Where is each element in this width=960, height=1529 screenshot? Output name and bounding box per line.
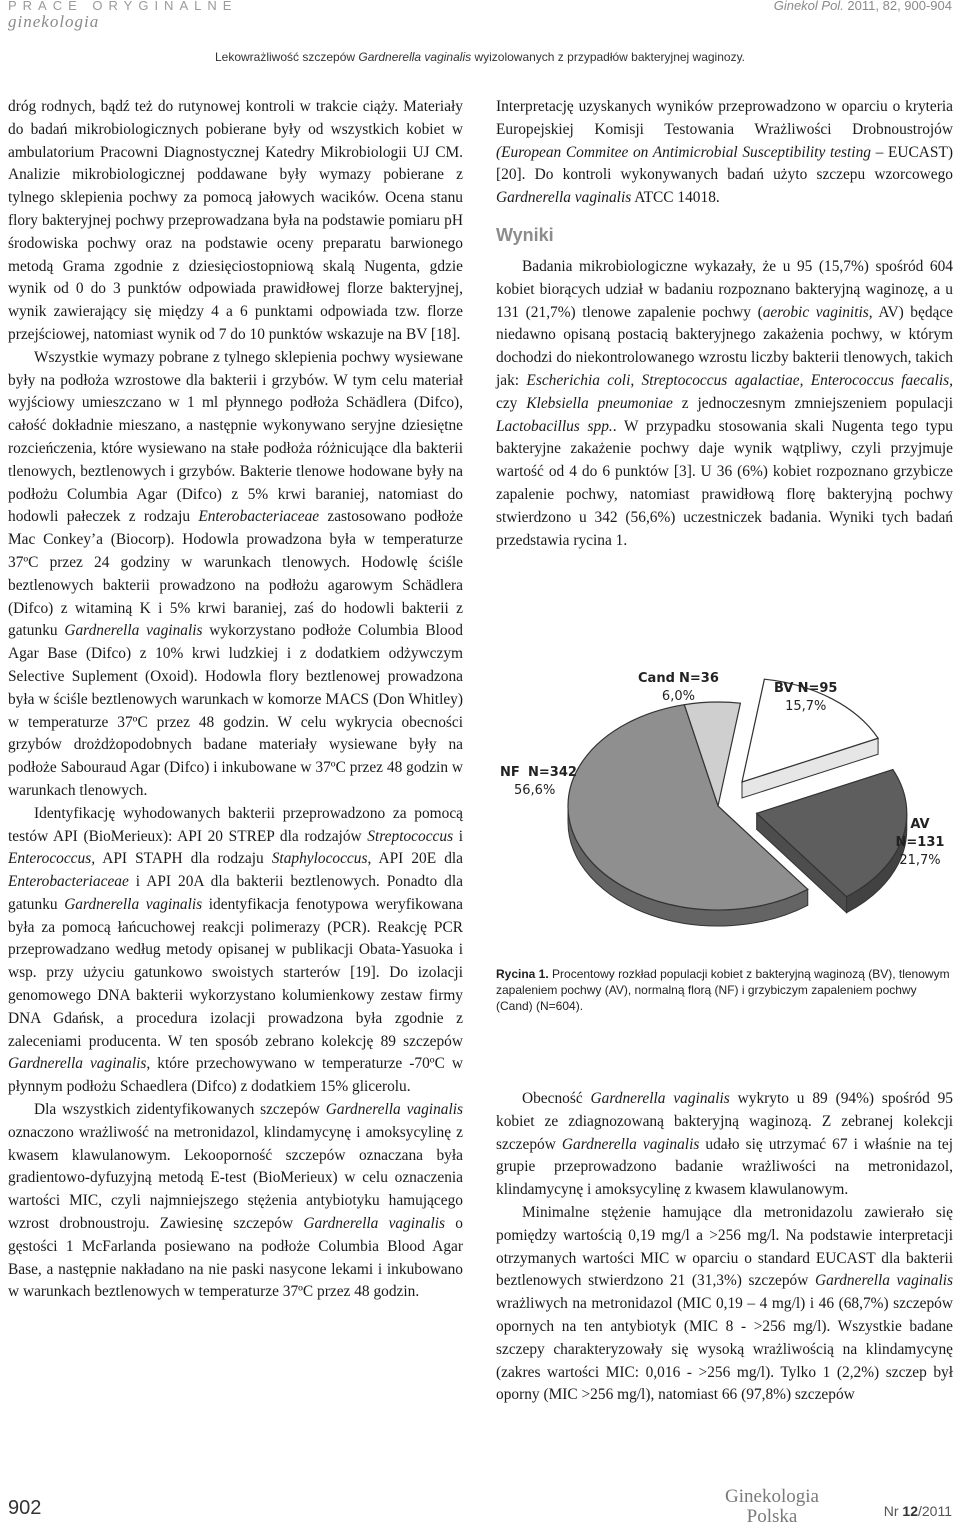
- pie-chart: [496, 656, 956, 956]
- logo-line-2: Polska: [746, 1506, 798, 1527]
- label-bv-name: BV: [774, 681, 794, 696]
- pie-chart-figure: [496, 656, 956, 956]
- label-nf-n: N=342: [528, 765, 577, 780]
- citation: [774, 0, 952, 13]
- results-heading: Wyniki: [496, 224, 554, 245]
- page-number: 902: [8, 1497, 42, 1519]
- running-title-species: Gardnerella vaginalis: [358, 50, 472, 64]
- journal-name: ginekologia: [8, 12, 100, 31]
- paragraph-results-1: Badania mikrobiologiczne wykazały, że u 95 (15,7%) spośród 604 kobiet biorących udział w badaniu rozpoznano bakteryjną waginozę, a u 131 (21,7%) tlenowe zapalenie pochwy (aerobic vaginitis, AV) będące niedawno opisaną postacią bakteryjnego zakażenia pochwy, w którym dochodzi do niekontrolowanego wzrostu liczby bakterii tlenowych, takich jak: Escherichia coli, Streptococcus agalactiae, Enterococcus faecalis, czy Klebsiella pneumoniae z jednoczesnym zmniejszeniem populacji Lactobacillus spp.. W przypadku stosowania skali Nugenta tego typu bakteryjne zakażenie pochwy daje wynik wątpliwy, czyli przyjmuje wartość od 4 do 6 punktów [3]. U 36 (6%) kobiet rozpoznano grzybicze zapalenie pochwy, natomiast prawidłową florę bakteryjną pochwy stwierdzono u 342 (56,6%) uczestniczek badania. Wyniki tych badań przedstawia rycina 1.: [496, 257, 954, 549]
- issue-year: /2011: [918, 1503, 952, 1519]
- running-title-post: wyizolowanych z przypadłów bakteryjnej waginozy.: [471, 50, 746, 64]
- label-nf: [500, 764, 577, 800]
- label-bv-pct: 15,7%: [785, 699, 827, 714]
- label-av-n: N=131: [895, 835, 945, 850]
- label-cand-name: Cand: [638, 671, 675, 686]
- issue-number: [884, 1503, 952, 1519]
- figure-caption: [496, 966, 951, 1014]
- label-cand-n: N=36: [679, 671, 719, 686]
- left-column: [8, 96, 463, 1304]
- journal-logo: [712, 1487, 832, 1527]
- label-nf-pct: 56,6%: [514, 783, 556, 798]
- section-label: PRACE ORYGINALNE: [8, 0, 238, 13]
- caption-label: Rycina 1.: [496, 967, 549, 981]
- paragraph-results-2: Obecność Gardnerella vaginalis wykryto u 89 (94%) spośród 95 kobiet ze zdiagnozowaną bakteryjną waginozą. Z zebranej kolekcji szczepów Gardnerella vaginalis udało się utrzymać 67 i właśnie na tej grupie przeprowadzono badanie wrażliwości na metronidazol, klindamycynę i amoksycylinę z kwasem klawulanowym.: [496, 1090, 953, 1199]
- paragraph-methods-3: Identyfikację wyhodowanych bakterii przeprowadzono za pomocą testów API (BioMerieux): API 20 STREP dla rodzajów Streptococcus i Enterococcus, API STAPH dla rodzaju Staphylococcus, API 20E dla Enterobacteriaceae i API 20A dla bakterii beztlenowych. Ponadto dla gatunku Gardnerella vaginalis identyfikacja fenotypowa weryfikowana była za pomocą łańcuchowej reakcji polimerazy (PCR). Reakcję PCR przeprowadzano według metody opisanej w publikacji Obata-Yasuoka i wsp. przy użyciu gatunkowo swoistych starterów [19]. Do izolacji genomowego DNA bakterii wykorzystano kolumienkowy zestaw firmy DNA Gdańsk, a procedura izolacji prowadzona była zgodnie z zaleceniami producenta. W ten sposób zebrano kolekcję 89 szczepów Gardnerella vaginalis, które przechowywano w temperaturze -70ºC w płynnym podłożu Schaedlera (Difco) z dodatkiem 15% glicerolu.: [8, 804, 463, 1096]
- label-cand-pct: 6,0%: [661, 689, 695, 704]
- paragraph-interpretation: Interpretację uzyskanych wyników przeprowadzono w oparciu o kryteria Europejskiej Komisji Testowania Wrażliwości Drobnoustrojów (European Commitee on Antimicrobial Susceptibility testing – EUCAST) [20]. Do kontroli wykonywanych badań użyto szczepu wzorcowego Gardnerella vaginalis ATCC 14018.: [496, 98, 953, 207]
- label-av-name: AV: [910, 817, 930, 832]
- right-column: [496, 96, 953, 552]
- issue-prefix: Nr: [883, 1503, 903, 1519]
- citation-journal: Ginekol Pol.: [773, 0, 844, 13]
- paragraph-results-3: Minimalne stężenie hamujące dla metronidazolu zawierało się pomiędzy wartością 0,19 mg/l a >256 mg/l. Na podstawie interpretacji otrzymanych wartości MIC w oparciu o standard EUCAST dla bakterii beztlenowych stwierdzono 21 (31,3%) szczepów Gardnerella vaginalis wrażliwych na metronidazol (MIC 0,19 – 4 mg/l) i 46 (68,7%) szczepów opornych na ten antybiotyk (MIC 8 - >256 mg/l). Wszystkie badane szczepy charakteryzowały się wysoką wrażliwością na klindamycynę (zakres wartości MIC: 0,016 - >256 mg/l). Tylko 1 (2,2%) szczep był oporny (MIC >256 mg/l), natomiast 66 (97,8%) szczepów: [496, 1203, 953, 1404]
- label-av-pct: 21,7%: [899, 853, 941, 868]
- label-bv: [774, 680, 837, 716]
- running-title-pre: Lekowrażliwość szczepów: [214, 50, 359, 64]
- logo-line-1: Ginekologia: [725, 1486, 819, 1507]
- label-cand: [638, 670, 719, 706]
- paragraph-methods-4: Dla wszystkich zidentyfikowanych szczepów Gardnerella vaginalis oznaczono wrażliwość na metronidazol, klindamycynę i amoksycylinę z kwasem klawulanowym. Lekooporność szczepów oznaczana była gradientowo-dyfuzyjną metodą E-test (BioMerieux) w celu oznaczenia wartości MIC, czyli najmniejszego stężenia antybiotyku hamującego wzrost drobnoustroju. Zawiesinę szczepów Gardnerella vaginalis o gęstości 1 McFarlanda posiewano na podłoże Columbia Blood Agar Base, a następnie nakładano na nie paski nasycone lekami i inkubowano w warunkach beztlenowych w temperaturze 37ºC przez 48 godzin.: [8, 1101, 464, 1301]
- running-title: [0, 50, 960, 64]
- right-column-lower: [496, 1088, 953, 1407]
- label-av: [884, 816, 956, 870]
- paragraph-methods-1: dróg rodnych, bądź też do rutynowej kontroli w trakcie ciąży. Materiały do badań mikrobiologicznych pobierane były od wszystkich kobiet w ambulatorium Pracowni Diagnostycznej Katedry Mikrobiologii UJ CM. Analizie mikrobiologicznej poddawane były wymazy pobierane z tylnego sklepienia pochwy za pomocą jałowych wacików. Ocena stanu flory bakteryjnej pochwy przeprowadzana była na podstawie pomiaru pH środowiska pochwy oraz na podstawie oceny preparatu barwionego metodą Grama zgodnie z dziesięciostopniową skalą Nugenta, gdzie wynik od 0 do 3 punktów odpowiada prawidłowej florze bakteryjnej, wynik zawierający się między 4 a 6 punktami odpowiada tzw. florze przejściowej, natomiast wynik od 7 do 10 punktów wskazuje na BV [18].: [8, 98, 463, 343]
- caption-text: Procentowy rozkład populacji kobiet z bakteryjną waginozą (BV), tlenowym zapaleniem pochwy (AV), normalną florą (NF) i grzybiczym zapaleniem pochwy (Cand) (N=604).: [496, 967, 950, 1013]
- citation-details: 2011, 82, 900-904: [843, 0, 952, 13]
- paragraph-methods-2: Wszystkie wymazy pobrane z tylnego sklepienia pochwy wysiewane były na podłoża wzrostowe dla bakterii i grzybów. W tym celu materiał wyjściowy umieszczano w 1 ml płynnego podłoża Schädlera (Difco), całość dokładnie mieszano, a następnie wykonywano seryjne dziesiętne rozcieńczenia, które wysiewano na stałe podłoża różnicujące dla bakterii tlenowych, beztlenowych i grzybów. Bakterie tlenowe hodowane były na podłożu Columbia Agar (Difco) z 5% krwi baraniej, natomiast do hodowli pałeczek z rodzaju Enterobacteriaceae zastosowano podłoże Mac Conkey’a (Biocorp). Hodowla prowadzona była w temperaturze 37ºC przez 24 godziny w warunkach tlenowych. Hodowlę ściśle beztlenowych bakterii prowadzono na podłożu agarowym Schädlera (Difco) z witaminą K i 5% krwi baraniej, zaś do hodowli bakterii z gatunku Gardnerella vaginalis wykorzystano podłoże Columbia Blood Agar Base (Difco) z 10% krwi ludzkiej i z dodatkiem odżywczym Selective Suplement (Oxoid). Hodowla flory beztlenowej prowadzona była w ściśle beztlenowych warunkach w komorze MACS (Don Whitley) w temperaturze 37ºC przez 48 godzin. W celu wykrycia obecności grzybów drożdżopodobnych badane materiały wysiewane były na podłoże Sabouraud Agar (Difco) i inkubowane w 37ºC przez 48 godzin w warunkach tlenowych.: [8, 348, 463, 799]
- label-bv-n: N=95: [797, 681, 838, 696]
- label-nf-name: NF: [500, 765, 520, 780]
- issue-num: 12: [902, 1503, 918, 1519]
